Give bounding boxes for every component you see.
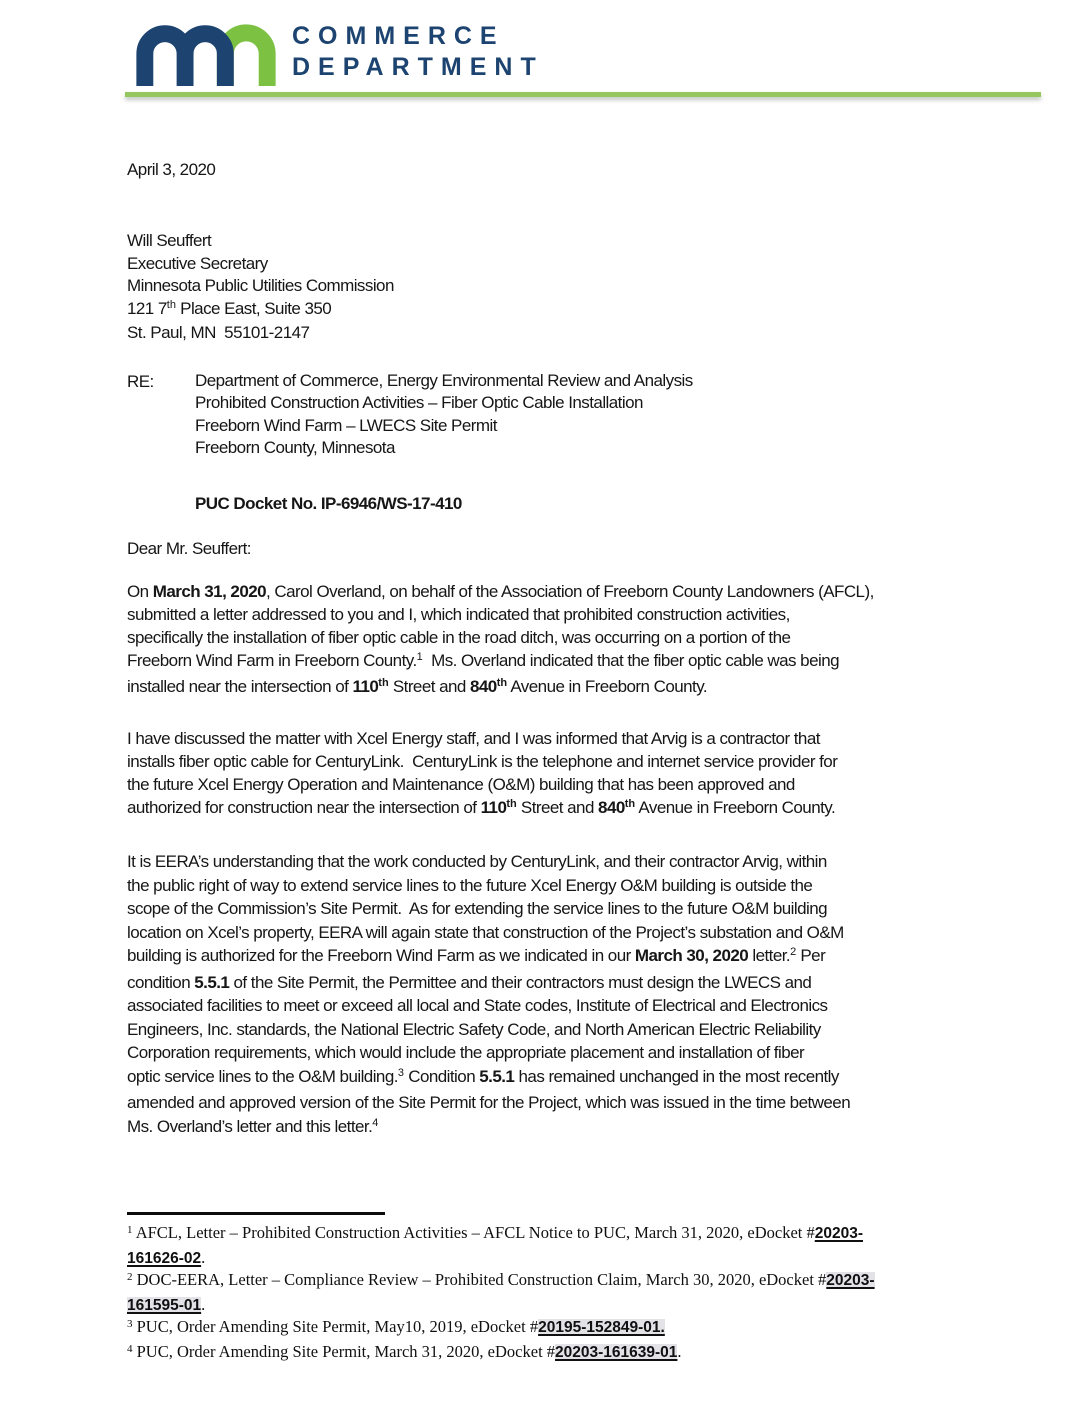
text-line: [127, 1018, 850, 1042]
text-segment: PUC, Order Amending Site Permit, March 31, 2020, eDocket #: [132, 1341, 556, 1361]
text-line: [127, 1341, 875, 1366]
text-line: [127, 796, 837, 822]
text-segment: Street and: [516, 798, 599, 817]
text-line: [127, 897, 850, 921]
text-segment: 5.5.1: [194, 972, 230, 992]
superscript-ref: th: [378, 677, 389, 689]
text-segment: It is EERA’s understanding that the work conducted by CenturyLink, and their contractor Arvig, within: [127, 852, 827, 871]
text-segment: , Carol Overland, on behalf of the Association of Freeborn County Landowners (AFCL),: [266, 582, 874, 601]
text-segment: I have discussed the matter with Xcel Energy staff, and I was informed that Arvig is a contractor that: [127, 729, 820, 748]
letter-date: April 3, 2020: [127, 160, 216, 179]
text-segment: Prohibited Construction Activities – Fiber Optic Cable Installation: [195, 393, 643, 413]
text-line: [127, 322, 394, 345]
text-segment: Corporation requirements, which would include the appropriate placement and installation of fiber: [127, 1043, 805, 1062]
superscript-ref: 4: [127, 1342, 133, 1355]
text-segment: submitted a letter addressed to you and I, which indicated that prohibited construction activities,: [127, 605, 790, 624]
superscript-ref: 3: [397, 1066, 405, 1079]
text-segment: Minnesota Public Utilities Commission: [127, 276, 394, 295]
superscript-ref: th: [496, 677, 508, 689]
body-paragraph-3: [127, 850, 850, 1141]
text-segment: condition: [127, 972, 195, 992]
text-segment: Engineers, Inc. standards, the National Electric Safety Code, and North American Electric Reliability: [127, 1019, 821, 1039]
text-line: [127, 253, 394, 276]
text-line: [127, 1316, 875, 1341]
text-segment: the public right of way to extend service lines to the future Xcel Energy O&M building is outside the: [127, 875, 813, 895]
text-segment: Will Seuffert: [127, 231, 212, 250]
text-segment: Ms. Overland indicated that the fiber optic cable was being: [422, 651, 840, 670]
text-segment: has remained unchanged in the most recently: [514, 1066, 839, 1086]
text-line: [195, 392, 693, 414]
text-segment: Executive Secretary: [127, 253, 268, 273]
re-subject-lines: [195, 370, 693, 460]
text-segment: PUC, Order Amending Site Permit, May10, 2019, eDocket #: [132, 1317, 539, 1337]
superscript-ref: 1: [416, 651, 423, 663]
superscript-ref: 4: [372, 1116, 379, 1129]
text-line: [127, 1269, 875, 1294]
text-line: [127, 874, 850, 898]
text-segment: the future Xcel Energy Operation and Maintenance (O&M) building that has been approved and: [127, 775, 795, 794]
text-segment: 121 7: [127, 298, 167, 318]
re-label: RE:: [127, 372, 154, 391]
text-segment: building is authorized for the Freeborn Wind Farm as we indicated in our: [127, 946, 635, 965]
text-line: [127, 1065, 850, 1092]
text-line: [127, 773, 837, 796]
text-segment: letter.: [748, 946, 791, 965]
text-segment: 110: [480, 798, 507, 817]
text-segment: amended and approved version of the Site Permit for the Project, which was issued in the time between: [127, 1093, 851, 1112]
text-segment: .: [201, 1294, 206, 1314]
text-segment: Ms. Overland’s letter and this letter.: [127, 1116, 373, 1136]
text-line: [127, 649, 874, 675]
edocket-link[interactable]: 20203-: [826, 1272, 875, 1290]
logo-blue-m: [145, 34, 225, 86]
superscript-ref: 3: [127, 1318, 133, 1331]
superscript-ref: th: [166, 298, 176, 311]
text-segment: Avenue in Freeborn County.: [507, 677, 708, 696]
edocket-link[interactable]: 20195-152849-01.: [538, 1319, 665, 1337]
text-segment: Freeborn Wind Farm in Freeborn County.: [127, 651, 417, 670]
footnote-separator: [127, 1212, 385, 1215]
text-line: [127, 1247, 875, 1270]
superscript-ref: th: [624, 798, 636, 810]
text-segment: March 31, 2020: [152, 582, 267, 601]
text-segment: 840: [598, 798, 625, 817]
wordmark-line1: COMMERCE: [292, 22, 505, 50]
text-segment: Condition: [404, 1066, 480, 1086]
superscript-ref: 1: [127, 1224, 133, 1236]
text-segment: Per: [796, 946, 826, 965]
body-paragraph-2: [127, 727, 837, 822]
recipient-address: [127, 230, 394, 345]
superscript-ref: th: [506, 798, 517, 810]
mn-state-logo: [130, 20, 282, 86]
body-paragraph-1: [127, 580, 874, 701]
wordmark-line2: DEPARTMENT: [292, 53, 544, 81]
text-line: [195, 415, 693, 437]
text-line: [195, 437, 693, 459]
text-line: [127, 944, 850, 971]
footnotes: [127, 1222, 875, 1366]
text-segment: St. Paul, MN 55101-2147: [127, 323, 310, 342]
text-segment: 110: [352, 677, 379, 696]
text-line: [127, 603, 874, 626]
puc-docket-number: PUC Docket No. IP-6946/WS-17-410: [195, 494, 462, 513]
text-line: [127, 275, 394, 298]
text-line: [127, 580, 874, 603]
text-segment: 840: [469, 677, 497, 696]
text-segment: optic service lines to the O&M building.: [127, 1066, 398, 1086]
text-segment: .: [677, 1341, 682, 1361]
text-segment: installed near the intersection of: [127, 677, 353, 696]
text-segment: 5.5.1: [479, 1066, 515, 1086]
edocket-link[interactable]: 20203-: [814, 1225, 864, 1242]
text-line: [127, 298, 394, 323]
text-line: [127, 727, 837, 750]
text-segment: On: [127, 582, 153, 601]
text-line: [127, 230, 394, 253]
text-line: [127, 850, 850, 874]
salutation: Dear Mr. Seuffert:: [127, 539, 251, 558]
commerce-department-wordmark: [292, 21, 544, 83]
text-segment: Freeborn Wind Farm – LWECS Site Permit: [195, 415, 497, 435]
text-segment: location on Xcel’s property, EERA will again state that construction of the Project’s substation and O&M: [127, 922, 844, 942]
text-segment: specifically the installation of fiber optic cable in the road ditch, was occurring on a portion of the: [127, 628, 791, 647]
superscript-ref: 2: [790, 946, 797, 958]
text-segment: March 30, 2020: [634, 946, 749, 965]
text-line: [195, 370, 693, 392]
text-segment: Avenue in Freeborn County.: [635, 798, 836, 817]
text-segment: DOC-EERA, Letter – Compliance Review – Prohibited Construction Claim, March 30, 2020, eDocket #: [132, 1270, 827, 1290]
text-line: [127, 1115, 850, 1142]
text-segment: authorized for construction near the intersection of: [127, 798, 481, 817]
header-divider-rule: [125, 92, 1041, 97]
text-segment: Freeborn County, Minnesota: [195, 438, 395, 458]
text-segment: installs fiber optic cable for CenturyLink. CenturyLink is the telephone and internet service provider for: [127, 752, 838, 771]
text-segment: associated facilities to meet or exceed all local and State codes, Institute of Electrical and Electronics: [127, 996, 828, 1015]
text-line: [127, 1041, 850, 1065]
text-line: [127, 626, 874, 649]
edocket-link[interactable]: 161626-02: [127, 1249, 202, 1267]
edocket-link[interactable]: 20203-161639-01: [555, 1343, 678, 1361]
text-line: [127, 1294, 875, 1317]
text-segment: of the Site Permit, the Permittee and their contractors must design the LWECS and: [229, 972, 812, 992]
text-segment: Department of Commerce, Energy Environmental Review and Analysis: [195, 371, 693, 390]
text-line: [127, 921, 850, 945]
text-segment: .: [201, 1247, 206, 1267]
text-line: [127, 750, 837, 773]
text-line: [127, 1222, 875, 1247]
text-line: [127, 971, 850, 995]
text-segment: Place East, Suite 350: [175, 298, 332, 318]
superscript-ref: 2: [127, 1271, 133, 1284]
text-segment: Street and: [388, 677, 470, 696]
text-segment: scope of the Commission’s Site Permit. As for extending the service lines to the future O&M building: [127, 899, 828, 918]
text-line: [127, 994, 850, 1018]
text-line: [127, 675, 874, 701]
text-line: [127, 1091, 850, 1115]
edocket-link[interactable]: 161595-01: [127, 1296, 202, 1314]
text-segment: AFCL, Letter – Prohibited Construction Activities – AFCL Notice to PUC, March 31, 2020, eDocket #: [132, 1223, 815, 1242]
